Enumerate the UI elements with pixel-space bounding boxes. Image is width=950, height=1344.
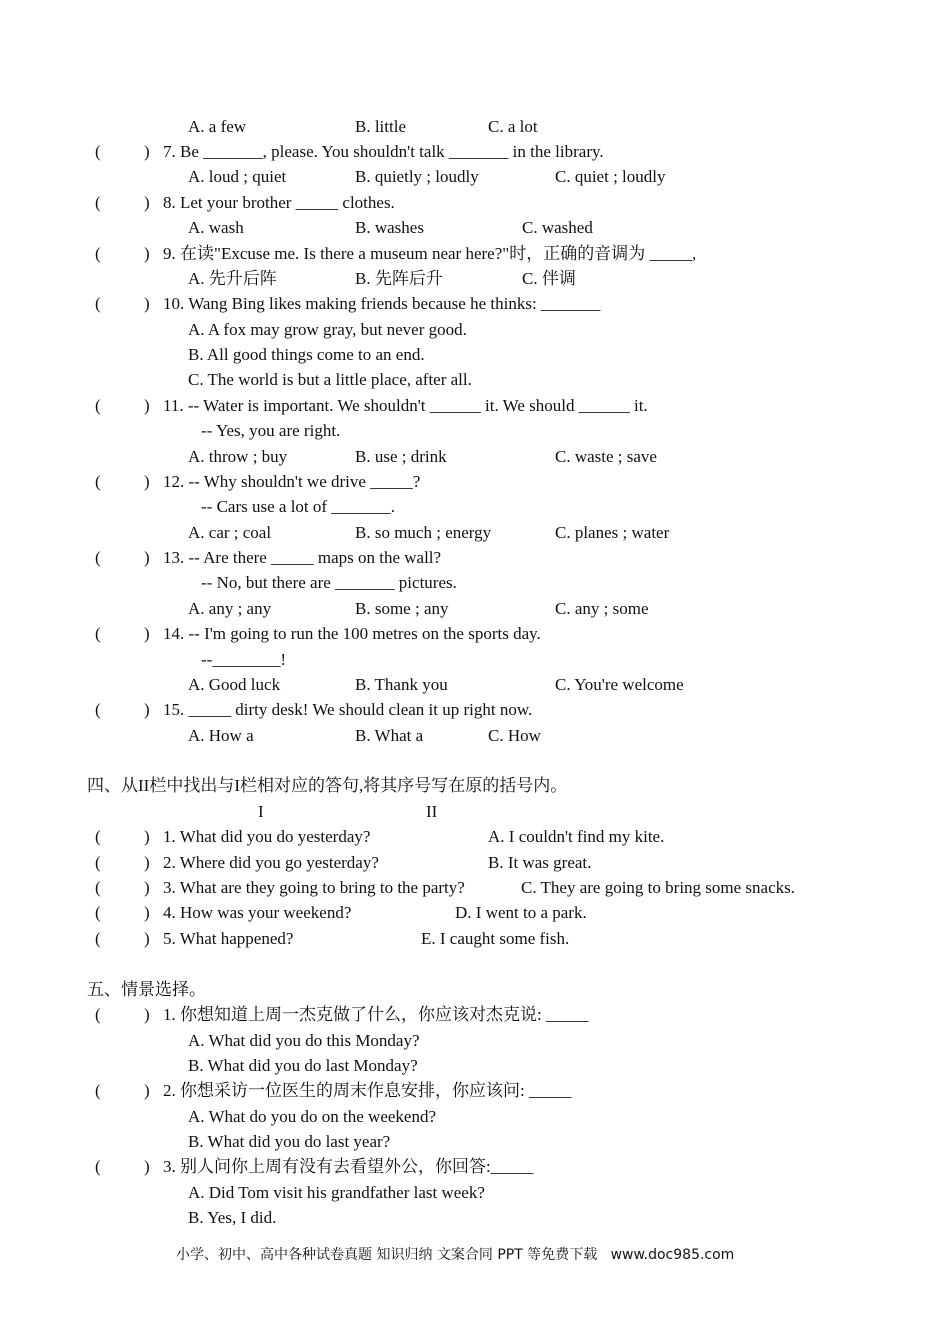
match-answer-c: C. They are going to bring some snacks. xyxy=(521,878,796,897)
q15-option-a: A. How a xyxy=(188,726,254,745)
q9-option-b: B. 先阵后升 xyxy=(355,269,443,288)
match-question-2: 2. Where did you go yesterday? xyxy=(163,853,379,872)
answer-paren-close: ) xyxy=(144,853,150,872)
answer-paren-close: ) xyxy=(144,294,150,313)
q11-option-c: C. waste ; save xyxy=(555,447,657,466)
s5-q1-option-a: A. What did you do this Monday? xyxy=(188,1031,420,1050)
answer-paren-close: ) xyxy=(144,1157,150,1176)
answer-paren-close: ) xyxy=(144,700,150,719)
section-4-heading: 四、从II栏中找出与I栏相对应的答句,将其序号写在原的括号内。 xyxy=(87,776,568,795)
q8-option-c: C. washed xyxy=(522,218,593,237)
question-15: 15. _____ dirty desk! We should clean it up right now. xyxy=(163,700,533,719)
answer-paren-open: ( xyxy=(95,929,101,948)
s5-q3-option-b: B. Yes, I did. xyxy=(188,1208,277,1227)
question-12: 12. -- Why shouldn't we drive _____? xyxy=(163,472,421,491)
match-question-4: 4. How was your weekend? xyxy=(163,903,352,922)
match-answer-d: D. I went to a park. xyxy=(455,903,587,922)
answer-paren-open: ( xyxy=(95,244,101,263)
match-question-5: 5. What happened? xyxy=(163,929,294,948)
q9-option-c: C. 伴调 xyxy=(522,269,576,288)
situation-question-2: 2. 你想采访一位医生的周末作息安排，你应该问: _____ xyxy=(163,1081,572,1100)
q15-option-c: C. How xyxy=(488,726,541,745)
q11-reply: -- Yes, you are right. xyxy=(201,421,341,440)
q12-reply: -- Cars use a lot of _______. xyxy=(201,497,396,516)
q7-option-a: A. loud ; quiet xyxy=(188,167,287,186)
q8-option-b: B. washes xyxy=(355,218,424,237)
answer-paren-close: ) xyxy=(144,903,150,922)
q14-option-c: C. You're welcome xyxy=(555,675,684,694)
answer-paren-open: ( xyxy=(95,1157,101,1176)
page-footer: 小学、初中、高中各种试卷真题 知识归纳 文案合同 PPT 等免费下载 www.doc985.com xyxy=(176,1247,735,1263)
section-5-heading: 五、情景选择。 xyxy=(87,980,206,999)
match-question-1: 1. What did you do yesterday? xyxy=(163,827,371,846)
answer-paren-close: ) xyxy=(144,1005,150,1024)
q6-option-c: C. a lot xyxy=(488,117,538,136)
situation-question-3: 3. 别人问你上周有没有去看望外公，你回答:_____ xyxy=(163,1157,534,1176)
question-9: 9. 在读"Excuse me. Is there a museum near here?"时，正确的音调为 _____, xyxy=(163,244,697,263)
q12-option-b: B. so much ; energy xyxy=(355,523,492,542)
q6-option-a: A. a few xyxy=(188,117,247,136)
q13-option-a: A. any ; any xyxy=(188,599,272,618)
q14-reply: --________! xyxy=(201,650,286,669)
q10-option-c: C. The world is but a little place, after all. xyxy=(188,370,472,389)
q7-option-b: B. quietly ; loudly xyxy=(355,167,479,186)
answer-paren-open: ( xyxy=(95,548,101,567)
answer-paren-close: ) xyxy=(144,624,150,643)
question-7: 7. Be _______, please. You shouldn't talk _______ in the library. xyxy=(163,142,604,161)
q8-option-a: A. wash xyxy=(188,218,244,237)
match-answer-e: E. I caught some fish. xyxy=(421,929,570,948)
answer-paren-close: ) xyxy=(144,929,150,948)
answer-paren-open: ( xyxy=(95,700,101,719)
answer-paren-close: ) xyxy=(144,396,150,415)
q11-option-a: A. throw ; buy xyxy=(188,447,288,466)
q7-option-c: C. quiet ; loudly xyxy=(555,167,666,186)
question-13: 13. -- Are there _____ maps on the wall? xyxy=(163,548,442,567)
answer-paren-open: ( xyxy=(95,142,101,161)
answer-paren-open: ( xyxy=(95,624,101,643)
q9-option-a: A. 先升后阵 xyxy=(188,269,277,288)
question-10: 10. Wang Bing likes making friends because he thinks: _______ xyxy=(163,294,601,313)
answer-paren-close: ) xyxy=(144,827,150,846)
match-answer-b: B. It was great. xyxy=(488,853,592,872)
situation-question-1: 1. 你想知道上周一杰克做了什么，你应该对杰克说: _____ xyxy=(163,1005,589,1024)
match-answer-a: A. I couldn't find my kite. xyxy=(488,827,665,846)
q13-reply: -- No, but there are _______ pictures. xyxy=(201,573,457,592)
answer-paren-open: ( xyxy=(95,472,101,491)
q10-option-a: A. A fox may grow gray, but never good. xyxy=(188,320,467,339)
answer-paren-open: ( xyxy=(95,396,101,415)
q12-option-a: A. car ; coal xyxy=(188,523,272,542)
answer-paren-close: ) xyxy=(144,244,150,263)
answer-paren-close: ) xyxy=(144,878,150,897)
answer-paren-close: ) xyxy=(144,193,150,212)
q14-option-b: B. Thank you xyxy=(355,675,448,694)
q12-option-c: C. planes ; water xyxy=(555,523,670,542)
answer-paren-open: ( xyxy=(95,853,101,872)
answer-paren-close: ) xyxy=(144,548,150,567)
s5-q3-option-a: A. Did Tom visit his grandfather last week? xyxy=(188,1183,485,1202)
answer-paren-open: ( xyxy=(95,878,101,897)
q11-option-b: B. use ; drink xyxy=(355,447,447,466)
q14-option-a: A. Good luck xyxy=(188,675,281,694)
match-question-3: 3. What are they going to bring to the party? xyxy=(163,878,465,897)
q13-option-c: C. any ; some xyxy=(555,599,649,618)
q6-option-b: B. little xyxy=(355,117,406,136)
answer-paren-close: ) xyxy=(144,142,150,161)
s5-q2-option-b: B. What did you do last year? xyxy=(188,1132,391,1151)
answer-paren-open: ( xyxy=(95,827,101,846)
answer-paren-close: ) xyxy=(144,472,150,491)
answer-paren-open: ( xyxy=(95,294,101,313)
s5-q2-option-a: A. What do you do on the weekend? xyxy=(188,1107,437,1126)
column-2-label: II xyxy=(426,802,438,821)
question-8: 8. Let your brother _____ clothes. xyxy=(163,193,395,212)
q13-option-b: B. some ; any xyxy=(355,599,449,618)
q15-option-b: B. What a xyxy=(355,726,424,745)
answer-paren-open: ( xyxy=(95,1081,101,1100)
q10-option-b: B. All good things come to an end. xyxy=(188,345,425,364)
column-1-label: I xyxy=(258,802,264,821)
answer-paren-open: ( xyxy=(95,193,101,212)
question-11: 11. -- Water is important. We shouldn't ______ it. We should ______ it. xyxy=(163,396,648,415)
answer-paren-open: ( xyxy=(95,1005,101,1024)
answer-paren-open: ( xyxy=(95,903,101,922)
question-14: 14. -- I'm going to run the 100 metres on the sports day. xyxy=(163,624,541,643)
s5-q1-option-b: B. What did you do last Monday? xyxy=(188,1056,418,1075)
answer-paren-close: ) xyxy=(144,1081,150,1100)
